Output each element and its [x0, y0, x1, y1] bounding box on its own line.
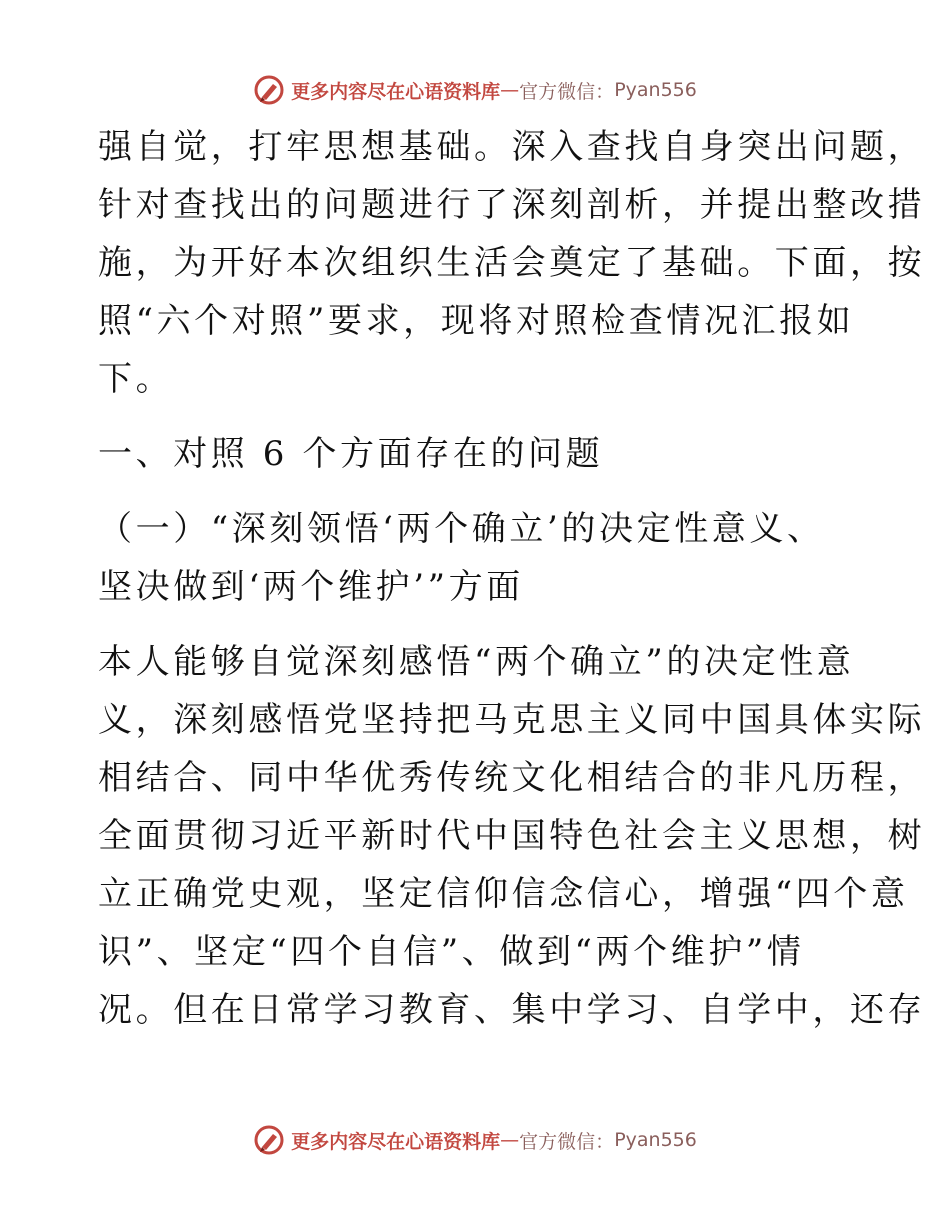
watermark-wechat-label: 官方微信：	[519, 1130, 615, 1153]
watermark-dash: —	[500, 79, 520, 101]
text-line: 针对查找出的问题进行了深刻剖析，并提出整改措	[98, 185, 926, 225]
watermark-brand-text: 更多内容尽在心语资料库	[291, 80, 501, 103]
text-line: （一）“深刻领悟‘两个确立’的决定性意义、	[98, 509, 825, 549]
text-line: 况。但在日常学习教育、集中学习、自学中，还存	[98, 990, 926, 1030]
text-line: 施，为开好本次组织生活会奠定了基础。下面，按	[98, 243, 926, 283]
pen-logo-icon	[253, 1124, 285, 1156]
section-heading	[98, 425, 858, 483]
paragraph-body	[98, 633, 926, 1039]
paragraph-intro-continued	[98, 118, 926, 408]
heading-text: 一、对照 6 个方面存在的问题	[98, 434, 604, 474]
text-line: 全面贯彻习近平新时代中国特色社会主义思想，树	[98, 816, 926, 856]
text-line: 本人能够自觉深刻感悟“两个确立”的决定性意	[98, 642, 855, 682]
text-line: 义，深刻感悟党坚持把马克思主义同中国具体实际	[98, 700, 926, 740]
watermark-brand-text: 更多内容尽在心语资料库	[291, 1130, 501, 1153]
text-line: 坚决做到‘两个维护’”方面	[98, 567, 524, 607]
pen-logo-icon	[253, 74, 285, 106]
watermark-dash: —	[500, 1129, 520, 1151]
watermark-account: Pyan556	[614, 1129, 697, 1151]
text-line: 立正确党史观，坚定信仰信念信心，增强“四个意	[98, 874, 909, 914]
text-line: 相结合、同中华优秀传统文化相结合的非凡历程，	[98, 758, 926, 798]
text-line: 识”、坚定“四个自信”、做到“两个维护”情	[98, 932, 805, 972]
watermark-account: Pyan556	[614, 79, 697, 101]
text-line: 强自觉，打牢思想基础。深入查找自身突出问题，	[98, 127, 926, 167]
watermark-wechat-label: 官方微信：	[519, 80, 615, 103]
text-line: 下。	[98, 359, 174, 399]
header-watermark	[0, 70, 950, 110]
subsection-heading	[98, 500, 858, 616]
text-line: 照“六个对照”要求，现将对照检查情况汇报如	[98, 301, 855, 341]
footer-watermark	[0, 1120, 950, 1160]
